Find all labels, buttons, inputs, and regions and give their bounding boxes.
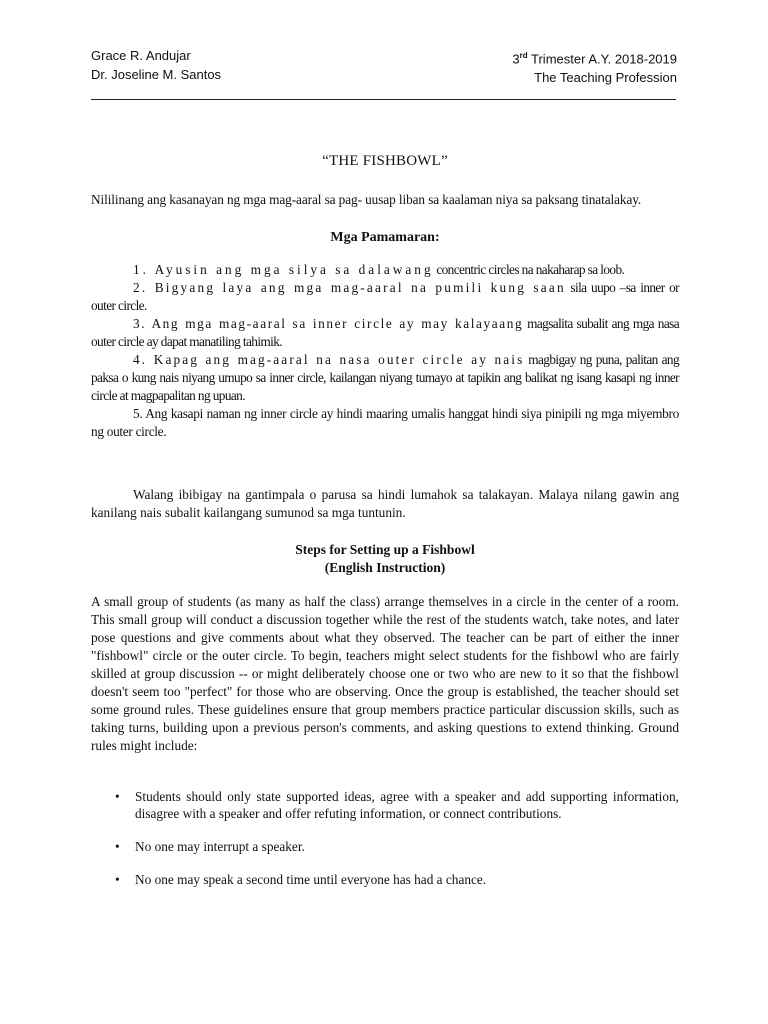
closing-paragraph: Walang ibibigay na gantimpala o parusa sa hindi lumahok sa talakayan. Malaya nilang gawin ang kanilang nais subalit kailangang sumunod sa mga tuntunin.: [91, 487, 679, 520]
english-section-title: [91, 541, 679, 577]
author-block: [91, 46, 221, 84]
bullet-icon: •: [115, 872, 120, 887]
list-item: • Students should only state supported ideas, agree with a speaker and add supporting information, disagree with a speaker and offer refuting information, or connect contributions.: [115, 789, 679, 821]
bullet-icon: •: [115, 789, 120, 804]
intro-paragraph: Nililinang ang kasanayan ng mga mag-aaral sa pag- uusap liban sa kaalaman niya sa paksang tinatalakay.: [91, 192, 642, 207]
english-body-paragraph: A small group of students (as many as half the class) arrange themselves in a circle in the center of a room. This small group will conduct a discussion together while the rest of the students watch, take notes, and later pose questions and give comments about what they observed. The teacher can be part of either the inner "fishbowl" circle or the outer circle. To begin, teachers might select students for the fishbowl who are fairly skilled at group discussion -- or might deliberately choose one or two who are new to it so that the fishbowl doesn't seem too "perfect" for those who are observing. Once the group is established, the teacher should set some ground rules. These guidelines ensure that group members practice particular discussion skills, such as taking turns, building upon a previous person's comments, and asking questions to extend thinking. Ground rules might include:: [91, 594, 679, 753]
author-name: Grace R. Andujar: [91, 48, 191, 63]
step-item: 2. Bigyang laya ang mga mag-aaral na pumili kung saan sila uupo –sa inner or outer circle.: [91, 280, 679, 313]
course-title: The Teaching Profession: [534, 70, 677, 86]
english-title-line2: (English Instruction): [324, 560, 446, 575]
document-title: “THE FISHBOWL”: [322, 153, 448, 169]
term-label: 3rd Trimester A.Y. 2018-2019: [512, 51, 677, 67]
course-block: [512, 46, 677, 87]
english-title-line1: Steps for Setting up a Fishbowl: [295, 542, 475, 557]
step-item: 5. Ang kasapi naman ng inner circle ay hindi maaring umalis hanggat hindi siya pinipili ng mga miyembro ng outer circle.: [91, 406, 679, 439]
header-divider: [91, 99, 676, 100]
list-item: • No one may speak a second time until everyone has had a chance.: [115, 872, 487, 887]
ground-rules-list: [91, 788, 679, 904]
instructor-name: Dr. Joseline M. Santos: [91, 67, 222, 82]
procedures-heading: Mga Pamamaran:: [330, 230, 440, 245]
bullet-icon: •: [115, 839, 120, 854]
step-item: 1. Ayusin ang mga silya sa dalawang concentric circles na nakaharap sa loob.: [133, 262, 625, 277]
step-item: 3. Ang mga mag-aaral sa inner circle ay may kalayaang magsalita subalit ang mga nasa outer circle ay dapat manatiling tahimik.: [91, 316, 680, 349]
procedure-steps: [91, 261, 679, 441]
step-item: 4. Kapag ang mag-aaral na nasa outer circle ay nais magbigay ng puna, palitan ang paksa o kung nais niyang umupo sa inner circle, kailangan niyang tumayo at tapikin ang balikat ng isang kasapi ng inner circle at magpapalitan ng upuan.: [91, 352, 680, 403]
list-item: • No one may interrupt a speaker.: [115, 839, 305, 854]
